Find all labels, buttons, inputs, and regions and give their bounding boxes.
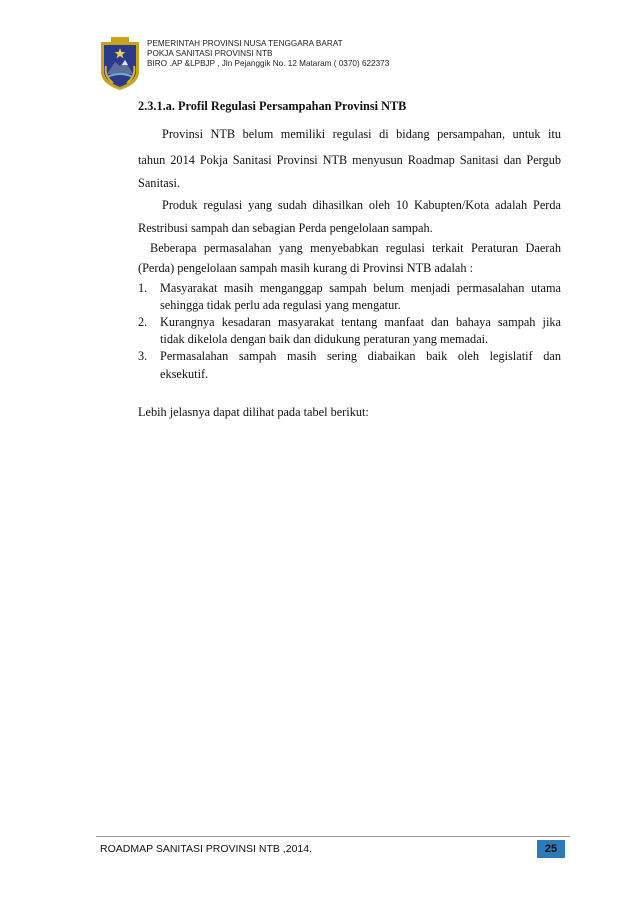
paragraph-line: Beberapa permasalahan yang menyebabkan regulasi terkait Peraturan Daerah (150, 241, 561, 255)
letterhead-government: PEMERINTAH PROVINSI NUSA TENGGARA BARAT (147, 39, 343, 48)
ntb-province-crest-icon (99, 36, 141, 92)
letterhead-pokja: POKJA SANITASI PROVINSI NTB (147, 49, 273, 58)
list-item-line: Masyarakat masih menganggap sampah belum menjadi permasalahan utama (160, 281, 561, 295)
list-item-number: 2. (138, 315, 148, 329)
footer-title: ROADMAP SANITASI PROVINSI NTB ,2014. (100, 843, 313, 855)
list-item-line: Kurangnya kesadaran masyarakat tentang manfaat dan bahaya sampah jika (160, 315, 561, 329)
letterhead-address: BIRO .AP &LPBJP , Jln Pejanggik No. 12 Mataram ( 0370) 622373 (147, 59, 390, 68)
section-title: 2.3.1.a. Profil Regulasi Persampahan Provinsi NTB (138, 99, 407, 113)
list-item-number: 3. (138, 349, 148, 363)
paragraph-line: Restribusi sampah dan sebagian Perda pengelolaan sampah. (138, 221, 433, 235)
closing-line: Lebih jelasnya dapat dilihat pada tabel berikut: (138, 405, 369, 419)
list-item-line: sehingga tidak perlu ada regulasi yang mengatur. (160, 298, 401, 312)
list-item-line: Permasalahan sampah masih sering diabaikan baik oleh legislatif dan (160, 349, 561, 363)
paragraph-line: tahun 2014 Pokja Sanitasi Provinsi NTB menyusun Roadmap Sanitasi dan Pergub (138, 153, 561, 167)
page-number-badge: 25 (537, 840, 565, 858)
letterhead (147, 39, 389, 69)
list-item-line: tidak dikelola dengan baik dan didukung peraturan yang memadai. (160, 332, 489, 346)
paragraph-line: Sanitasi. (138, 176, 181, 190)
paragraph-line: (Perda) pengelolaan sampah masih kurang di Provinsi NTB adalah : (138, 261, 474, 275)
paragraph-line: Provinsi NTB belum memiliki regulasi di bidang persampahan, untuk itu (162, 127, 561, 141)
list-item-number: 1. (138, 281, 148, 295)
paragraph-line: Produk regulasi yang sudah dihasilkan oleh 10 Kabupten/Kota adalah Perda (162, 198, 561, 212)
footer-divider (96, 836, 570, 837)
list-item-line: eksekutif. (160, 367, 209, 381)
